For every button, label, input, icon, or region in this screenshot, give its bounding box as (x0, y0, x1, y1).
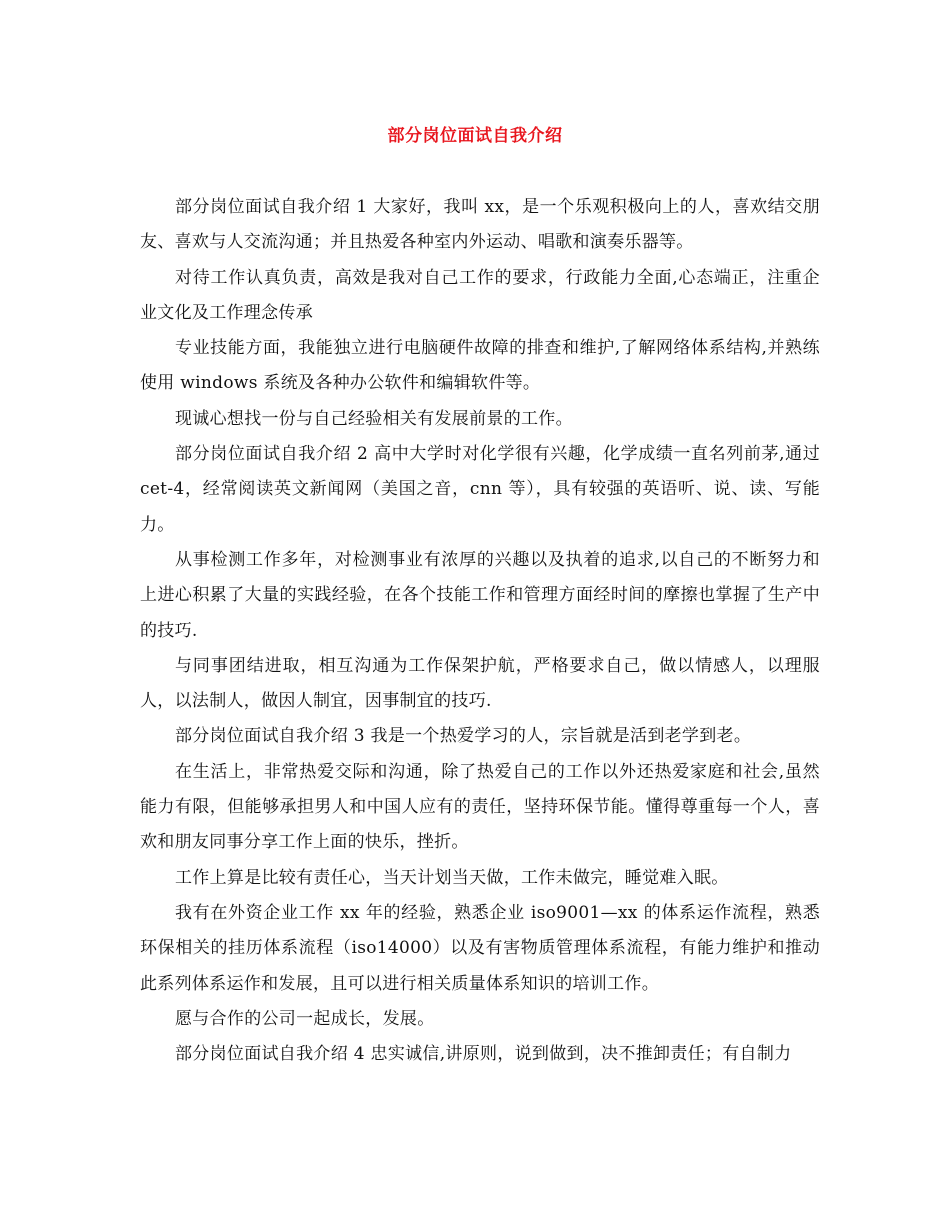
paragraph-10: 工作上算是比较有责任心，当天计划当天做，工作未做完，睡觉难入眠。 (175, 867, 729, 888)
paragraph-11: 我有在外资企业工作 xx 年的经验，熟悉企业 iso9001—xx 的体系运作流程，熟悉环保相关的挂历体系流程（iso14000）以及有害物质管理体系流程，有能力维护和推动此系列体系运作和发展，且可以进行相关质量体系知识的培训工作。 (140, 902, 820, 994)
paragraph-7: 与同事团结进取，相互沟通为工作保架护航，严格要求自己，做以情感人，以理服人，以法制人，做因人制宜，因事制宜的技巧. (140, 655, 820, 712)
paragraph-3: 专业技能方面，我能独立进行电脑硬件故障的排查和维护,了解网络体系结构,并熟练使用 windows 系统及各种办公软件和编辑软件等。 (140, 338, 820, 394)
paragraph-6: 从事检测工作多年，对检测事业有浓厚的兴趣以及执着的追求,以自己的不断努力和上进心积累了大量的实践经验，在各个技能工作和管理方面经时间的摩擦也掌握了生产中的技巧. (140, 549, 820, 641)
paragraph-4: 现诚心想找一份与自己经验相关有发展前景的工作。 (175, 408, 573, 429)
paragraph-13: 部分岗位面试自我介绍 4 忠实诚信,讲原则，说到做到，决不推卸责任；有自制力 (175, 1044, 792, 1065)
paragraph-5: 部分岗位面试自我介绍 2 高中大学时对化学很有兴趣，化学成绩一直名列前茅,通过 cet-4，经常阅读英文新闻网（美国之音，cnn 等），具有较强的英语听、说、读、写能力。 (140, 444, 820, 535)
document-title: 部分岗位面试自我介绍 (387, 126, 563, 146)
paragraph-2: 对待工作认真负责，高效是我对自己工作的要求，行政能力全面,心态端正，注重企业文化及工作理念传承 (140, 267, 820, 323)
paragraph-9: 在生活上，非常热爱交际和沟通，除了热爱自己的工作以外还热爱家庭和社会,虽然能力有限，但能够承担男人和中国人应有的责任，坚持环保节能。懂得尊重每一个人，喜欢和朋友同事分享工作上面的快乐，挫折。 (140, 761, 820, 853)
paragraph-8: 部分岗位面试自我介绍 3 我是一个热爱学习的人，宗旨就是活到老学到老。 (175, 726, 752, 747)
document-body (140, 190, 820, 1072)
paragraph-1: 部分岗位面试自我介绍 1 大家好，我叫 xx，是一个乐观积极向上的人，喜欢结交朋友、喜欢与人交流沟通；并且热爱各种室内外运动、唱歌和演奏乐器等。 (140, 197, 820, 253)
paragraph-12: 愿与合作的公司一起成长，发展。 (175, 1008, 435, 1029)
